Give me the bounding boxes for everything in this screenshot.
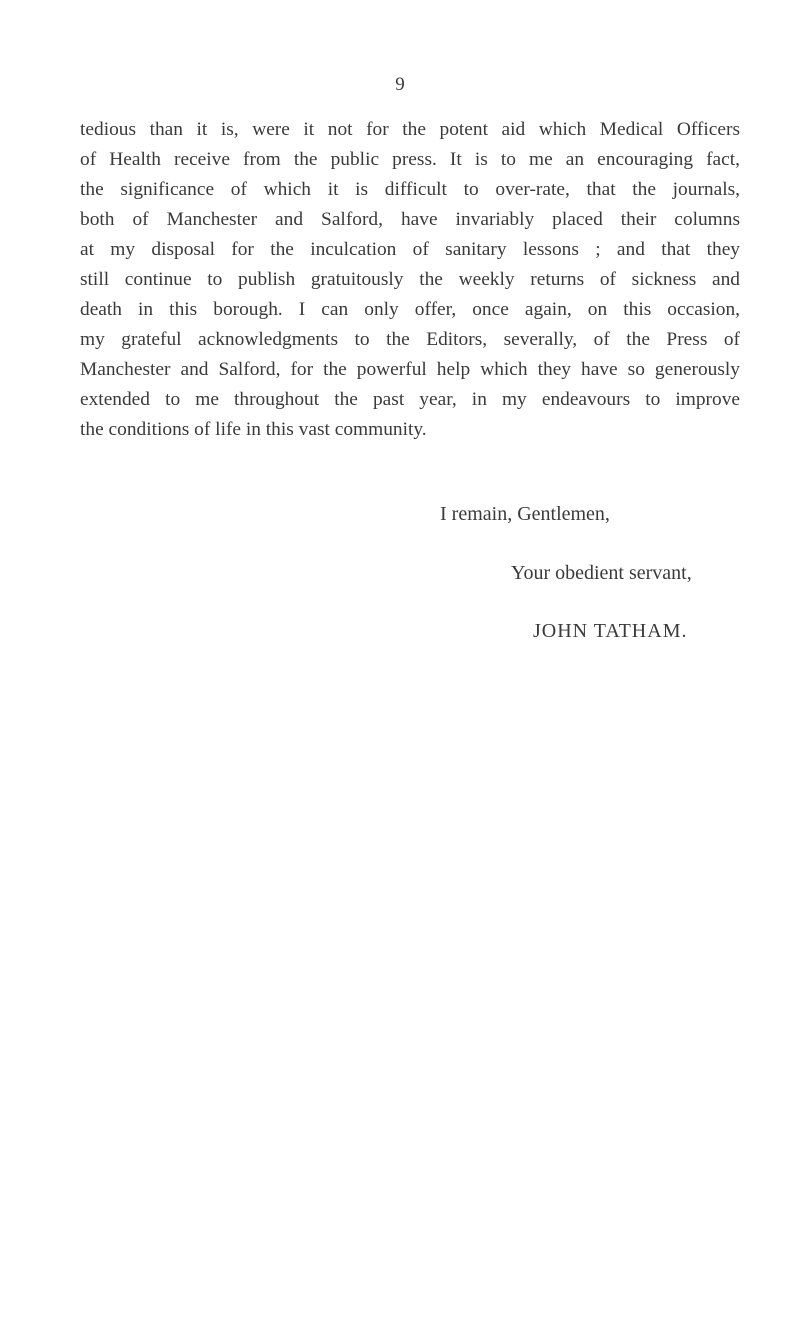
signature: JOHN TATHAM. (533, 620, 688, 642)
paragraph-line: the significance of which it is difficult to over-rate, that the journals, (80, 179, 740, 200)
paragraph-line: Manchester and Salford, for the powerful help which they have so generously (80, 359, 740, 380)
paragraph-line: tedious than it is, were it not for the potent aid which Medical Officers (80, 119, 740, 140)
paragraph-line: still continue to publish gratuitously the weekly returns of sickness and (80, 269, 740, 290)
paragraph-line: extended to me throughout the past year, in my endeavours to improve (80, 389, 740, 410)
paragraph-line: the conditions of life in this vast community. (80, 419, 427, 440)
page-number: 9 (395, 74, 405, 95)
paragraph-line: my grateful acknowledgments to the Editors, severally, of the Press of (80, 329, 740, 350)
closing-valediction: Your obedient servant, (511, 562, 692, 584)
paragraph-line: death in this borough. I can only offer, once again, on this occasion, (80, 299, 740, 320)
body-paragraph (80, 115, 740, 445)
paragraph-line: both of Manchester and Salford, have invariably placed their columns (80, 209, 740, 230)
closing-salutation: I remain, Gentlemen, (440, 503, 610, 525)
paragraph-line: of Health receive from the public press. It is to me an encouraging fact, (80, 149, 740, 170)
paragraph-line: at my disposal for the inculcation of sanitary lessons ; and that they (80, 239, 740, 260)
